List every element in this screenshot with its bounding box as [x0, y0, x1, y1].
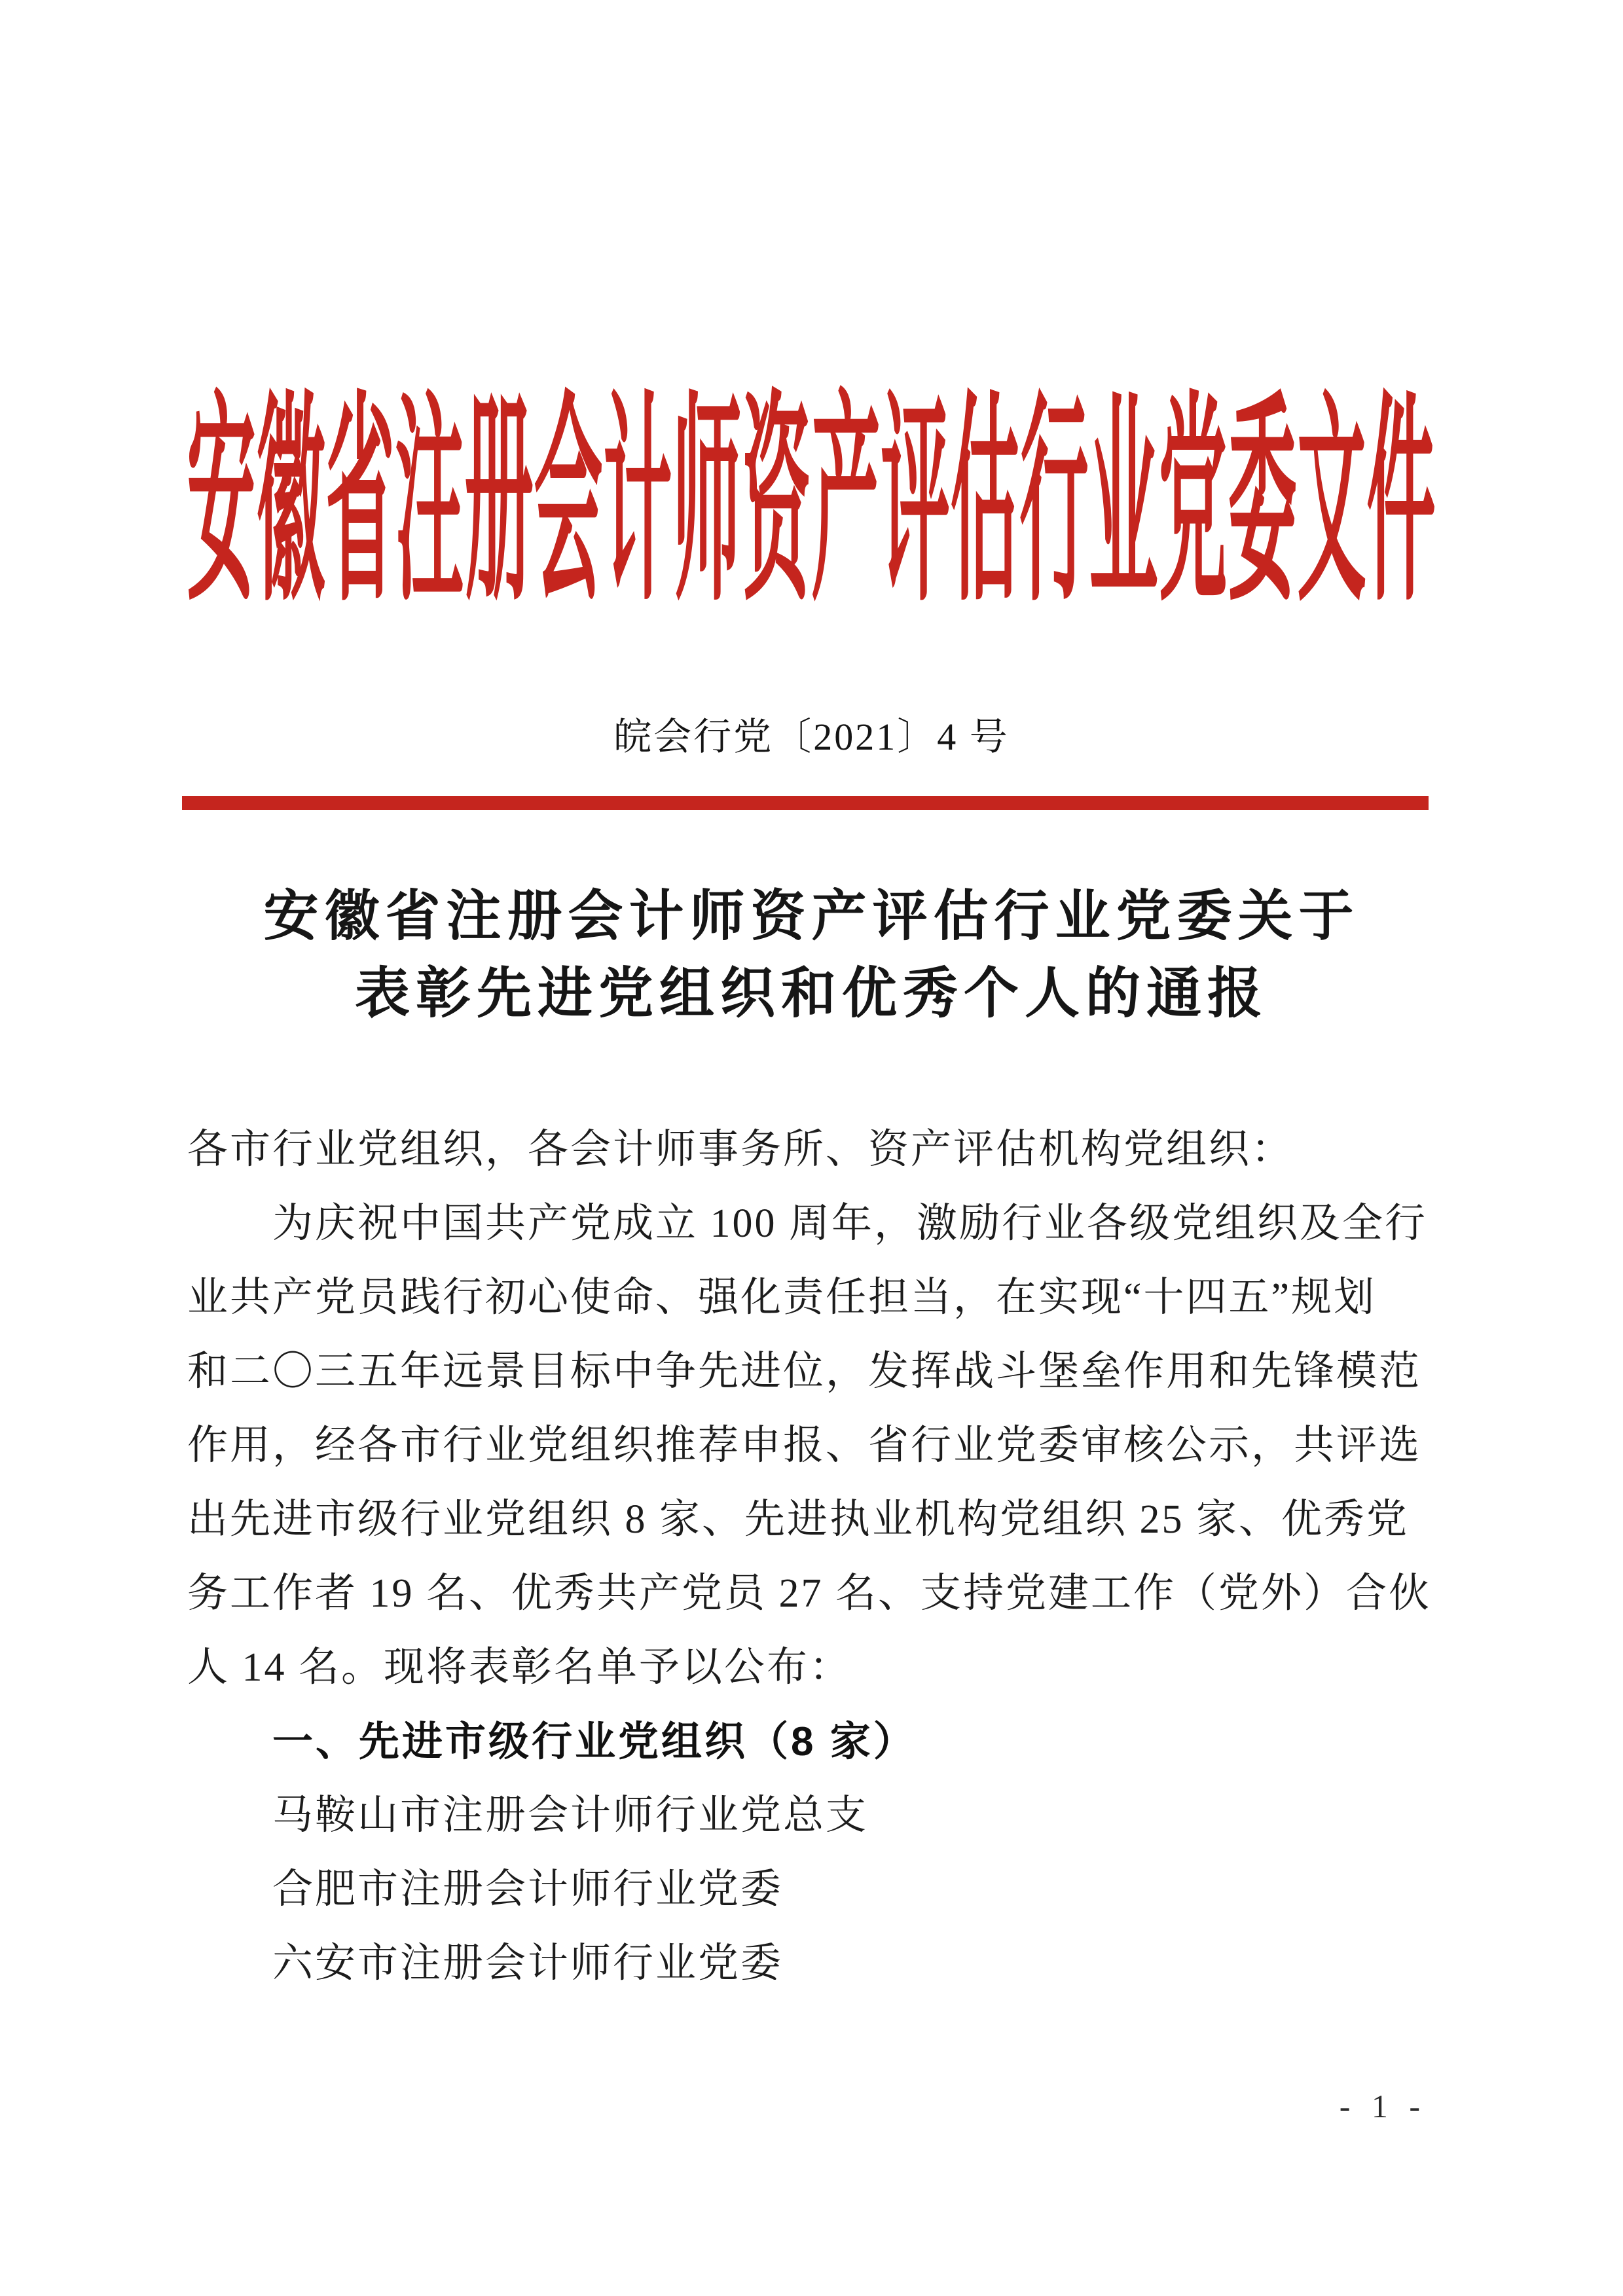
document-number: 皖会行党〔2021〕4 号: [613, 716, 1010, 758]
document-title-line-2: 表彰先进党组织和优秀个人的通报: [354, 964, 1268, 1025]
list-item-3: 六安市注册会计师行业党委: [272, 1941, 784, 1986]
list-item-2: 合肥市注册会计师行业党委: [272, 1867, 784, 1912]
section-heading-advanced-city-orgs: 一、先进市级行业党组织（8 家）: [272, 1719, 917, 1764]
letterhead-org-title: 安徽省注册会计师资产评估行业党委文件: [187, 378, 1436, 628]
red-separator-line: [182, 796, 1429, 810]
document-body: [187, 1113, 1438, 2001]
salutation-line: 各市行业党组织，各会计师事务所、资产评估机构党组织：: [187, 1127, 1294, 1172]
body-line-5: 出先进市级行业党组织 8 家、先进执业机构党组织 25 家、优秀党: [187, 1497, 1410, 1542]
body-line-7: 人 14 名。现将表彰名单予以公布：: [187, 1645, 852, 1690]
document-title: [0, 879, 1623, 1033]
body-line-4: 作用，经各市行业党组织推荐申报、省行业党委审核公示，共评选: [187, 1423, 1422, 1468]
body-line-6: 务工作者 19 名、优秀共产党员 27 名、支持党建工作（党外）合伙: [187, 1571, 1432, 1616]
letterhead: [0, 378, 1623, 628]
page-number: - 1 -: [1339, 2088, 1427, 2124]
body-line-2: 业共产党员践行初心使命、强化责任担当，在实现“十四五”规划: [187, 1275, 1377, 1320]
body-line-1: 为庆祝中国共产党成立 100 周年，激励行业各级党组织及全行: [272, 1201, 1428, 1246]
list-item-1: 马鞍山市注册会计师行业党总支: [272, 1793, 869, 1838]
document-title-line-1: 安徽省注册会计师资产评估行业党委关于: [263, 886, 1360, 947]
body-line-3: 和二〇三五年远景目标中争先进位，发挥战斗堡垒作用和先锋模范: [187, 1349, 1422, 1394]
